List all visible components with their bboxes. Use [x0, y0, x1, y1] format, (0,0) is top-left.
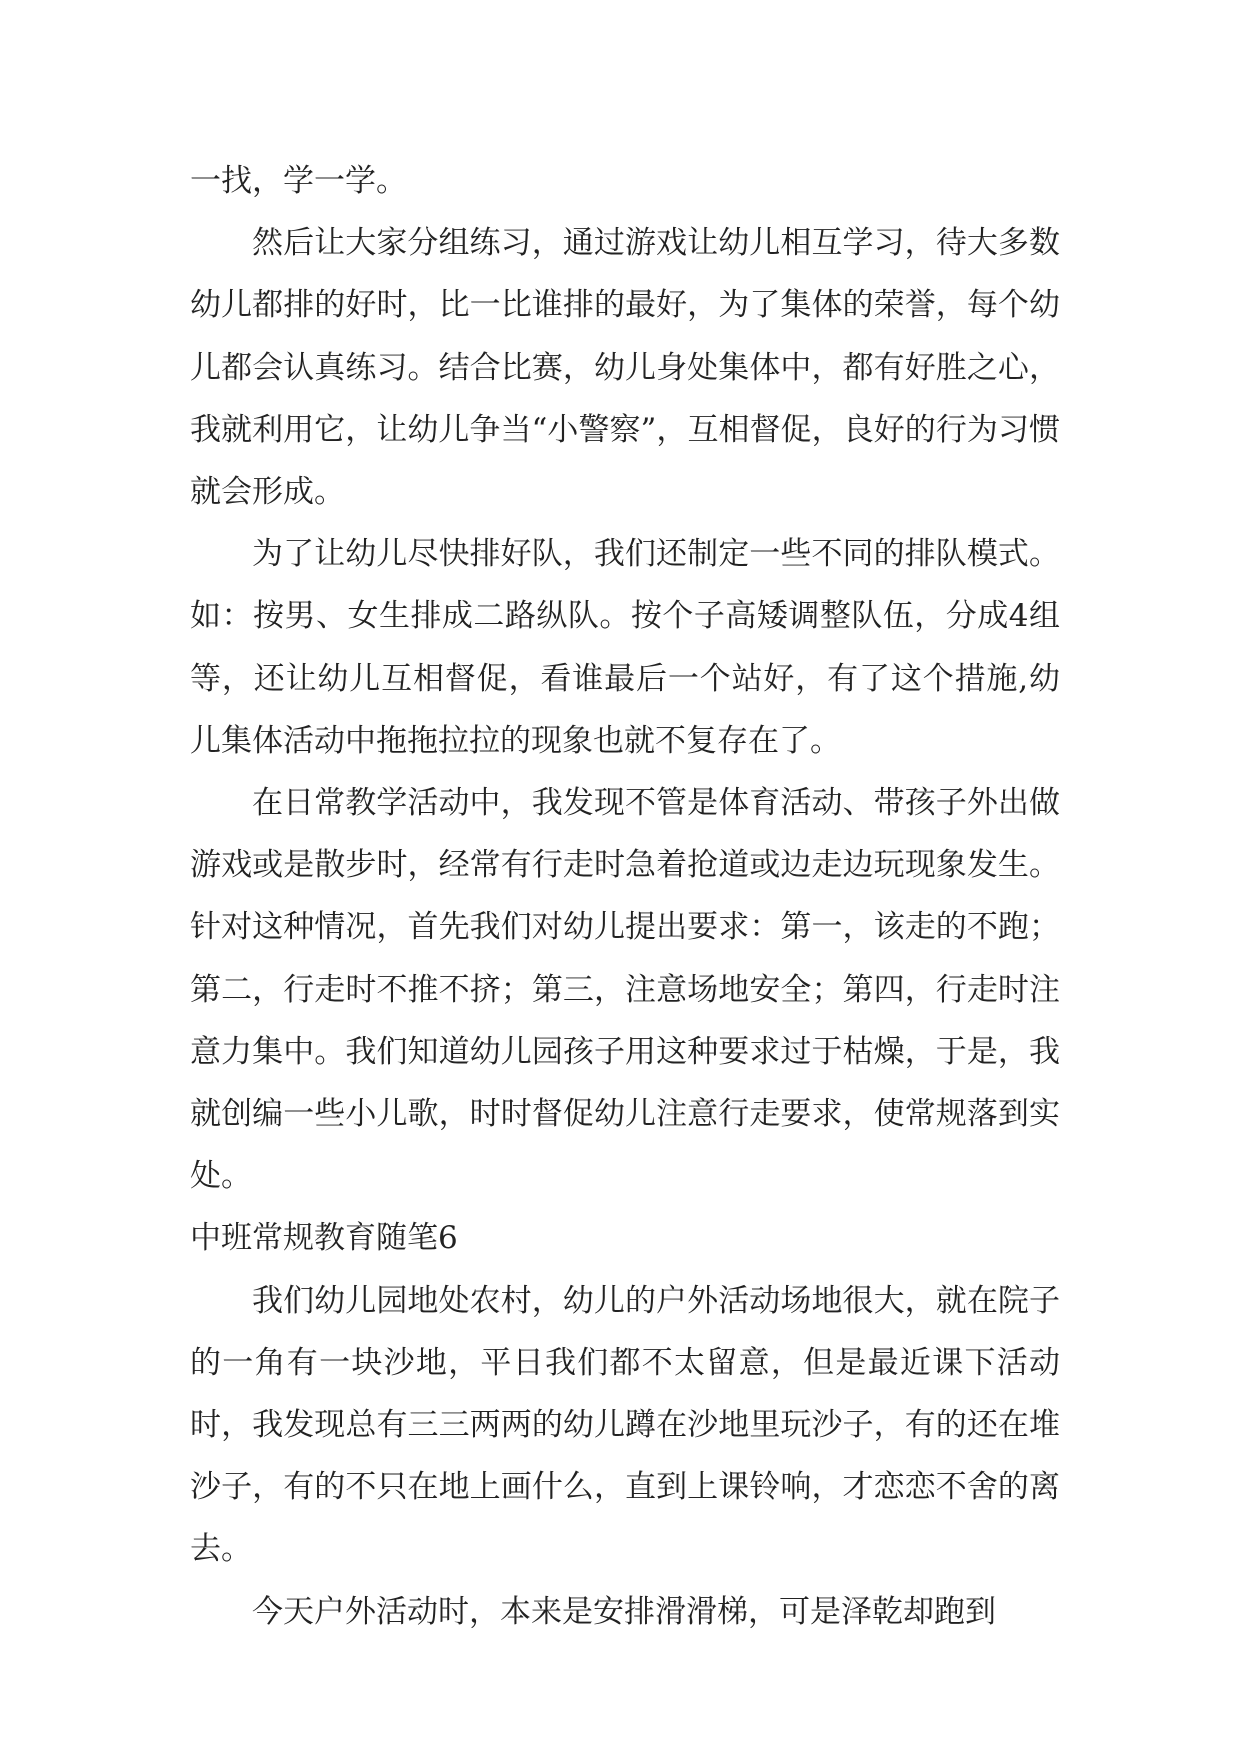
paragraph-continuation: 一找，学一学。: [190, 163, 407, 199]
paragraph: 然后让大家分组练习，通过游戏让幼儿相互学习，待大多数幼儿都排的好时，比一比谁排的最好，为了集体的荣誉，每个幼儿都会认真练习。结合比赛，幼儿身处集体中，都有好胜之心，我就利用它，让幼儿争当“小警察”，互相督促，良好的行为习惯就会形成。: [190, 225, 1060, 511]
paragraph: 我们幼儿园地处农村，幼儿的户外活动场地很大，就在院子的一角有一块沙地，平日我们都不太留意，但是最近课下活动时，我发现总有三三两两的幼儿蹲在沙地里玩沙子，有的还在堆沙子，有的不只在地上画什么，直到上课铃响，才恋恋不舍的离去。: [190, 1282, 1060, 1568]
paragraph: 今天户外活动时，本来是安排滑滑梯，可是泽乾却跑到: [252, 1593, 996, 1630]
paragraph: 为了让幼儿尽快排好队，我们还制定一些不同的排队模式。如：按男、女生排成二路纵队。按个子高矮调整队伍，分成4组等，还让幼儿互相督促，看谁最后一个站好，有了这个措施,幼儿集体活动中拖拖拉拉的现象也就不复存在了。: [190, 536, 1060, 759]
document-body: [190, 150, 1060, 1643]
section-heading: 中班常规教育随笔6: [190, 1220, 458, 1257]
paragraph: 在日常教学活动中，我发现不管是体育活动、带孩子外出做游戏或是散步时，经常有行走时急着抢道或边走边玩现象发生。针对这种情况，首先我们对幼儿提出要求：第一，该走的不跑；第二，行走时不推不挤；第三，注意场地安全；第四，行走时注意力集中。我们知道幼儿园孩子用这种要求过于枯燥，于是，我就创编一些小儿歌，时时督促幼儿注意行走要求，使常规落到实处。: [190, 785, 1060, 1195]
